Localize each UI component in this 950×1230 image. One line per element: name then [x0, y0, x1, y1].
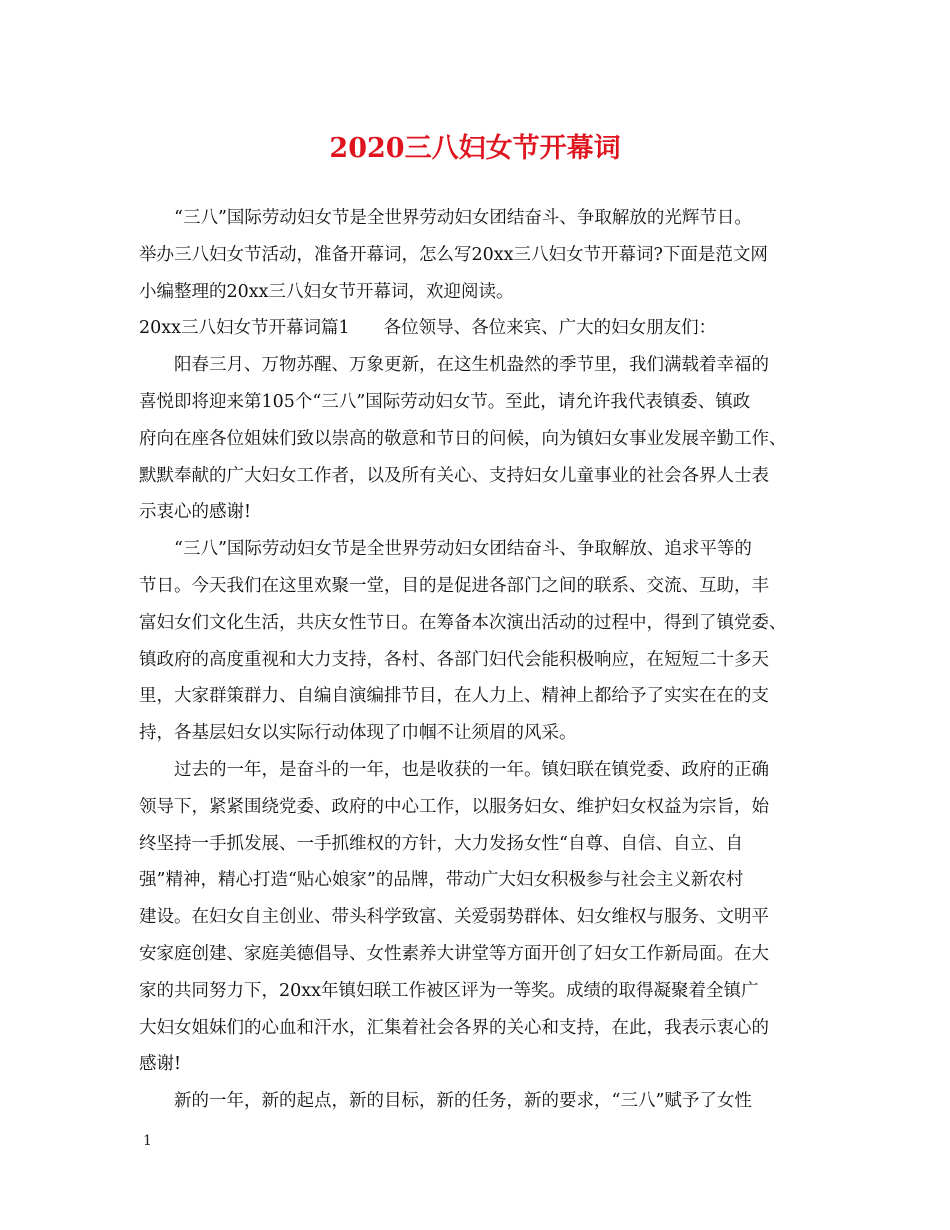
- paragraph-line: 默默奉献的广大妇女工作者，以及所有关心、支持妇女儿童事业的社会各界人士表: [139, 465, 769, 486]
- document-title: 2020三八妇女节开幕词: [329, 133, 621, 164]
- paragraph-line: 里，大家群策群力、自编自演编排节目，在人力上、精神上都给予了实实在在的支: [139, 686, 769, 707]
- paragraph-line: 安家庭创建、家庭美德倡导、女性素养大讲堂等方面开创了妇女工作新局面。在大: [139, 943, 769, 964]
- paragraph-line: 阳春三月、万物苏醒、万象更新，在这生机盎然的季节里，我们满载着幸福的: [174, 355, 769, 376]
- paragraph-line: 喜悦即将迎来第105个“三八”国际劳动妇女节。至此，请允许我代表镇委、镇政: [139, 391, 751, 412]
- body-paragraph: [139, 347, 819, 531]
- paragraph-line: “三八”国际劳动妇女节是全世界劳动妇女团结奋斗、争取解放、追求平等的: [174, 539, 752, 560]
- body-paragraph: [139, 531, 819, 752]
- paragraph-line: 富妇女们文化生活，共庆女性节日。在筹备本次演出活动的过程中，得到了镇党委、: [139, 612, 787, 633]
- paragraph-line: 持，各基层妇女以实际行动体现了巾帼不让须眉的风采。: [139, 723, 577, 744]
- paragraph-line: 领导下，紧紧围绕党委、政府的中心工作，以服务妇女、维护妇女权益为宗旨，始: [139, 796, 769, 817]
- body-paragraph: [139, 752, 819, 1083]
- intro-line: 小编整理的20xx三八妇女节开幕词，欢迎阅读。: [139, 281, 514, 302]
- paragraph-line: 新的一年，新的起点，新的目标，新的任务，新的要求，“三八”赋予了女性: [174, 1091, 752, 1112]
- paragraph-line: 过去的一年，是奋斗的一年，也是收获的一年。镇妇联在镇党委、政府的正确: [174, 759, 769, 780]
- paragraph-line: 节日。今天我们在这里欢聚一堂，目的是促进各部门之间的联系、交流、互助，丰: [139, 575, 769, 596]
- paragraph-line: 感谢!: [139, 1054, 182, 1075]
- section-heading: 20xx三八妇女节开幕词篇1: [139, 318, 350, 339]
- paragraph-line: 示衷心的感谢!: [139, 502, 252, 523]
- intro-paragraph: [139, 200, 819, 310]
- paragraph-line: 大妇女姐妹们的心血和汗水，汇集着社会各界的关心和支持，在此，我表示衷心的: [139, 1017, 769, 1038]
- intro-line: “三八”国际劳动妇女节是全世界劳动妇女团结奋斗、争取解放的光辉节日。: [174, 208, 752, 228]
- intro-line: 举办三八妇女节活动，准备开幕词，怎么写20xx三八妇女节开幕词?下面是范文网: [139, 244, 768, 265]
- body-paragraph: [139, 1083, 819, 1120]
- paragraph-line: 家的共同努力下，20xx年镇妇联工作被区评为一等奖。成绩的取得凝聚着全镇广: [139, 980, 759, 1001]
- paragraph-line: 府向在座各位姐妹们致以崇高的敬意和节日的问候，向为镇妇女事业发展辛勤工作、: [139, 428, 787, 449]
- paragraph-line: 强”精神，精心打造“贴心娘家”的品牌，带动广大妇女积极参与社会主义新农村: [139, 870, 744, 891]
- document-body: [139, 200, 819, 1120]
- paragraph-line: 终坚持一手抓发展、一手抓维权的方针，大力发扬女性“自尊、自信、自立、自: [139, 833, 743, 854]
- paragraph-line: 建设。在妇女自主创业、带头科学致富、关爱弱势群体、妇女维权与服务、文明平: [139, 907, 769, 928]
- section-heading-line: [139, 310, 819, 347]
- salutation: 各位领导、各位来宾、广大的妇女朋友们：: [383, 318, 717, 339]
- page-number: 1: [143, 1133, 152, 1149]
- paragraph-line: 镇政府的高度重视和大力支持，各村、各部门妇代会能积极响应，在短短二十多天: [139, 649, 769, 670]
